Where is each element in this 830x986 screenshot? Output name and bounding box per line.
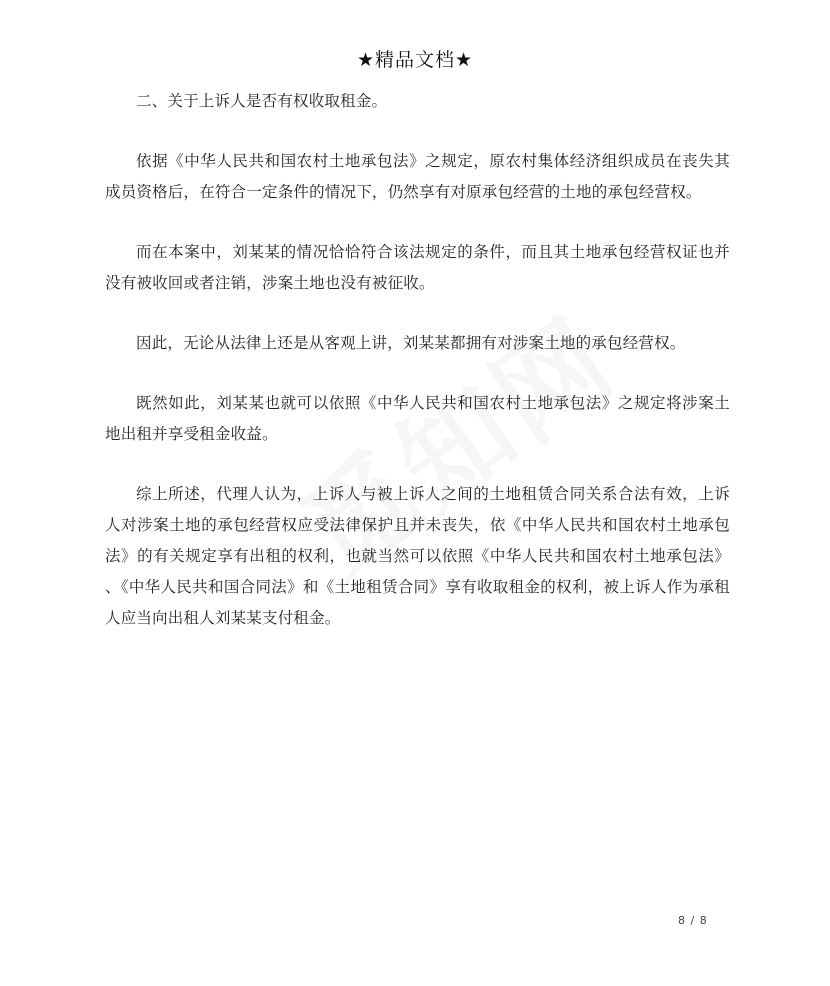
document-body <box>105 86 730 663</box>
document-header: ★精品文档★ <box>356 49 474 71</box>
page-number: 8 / 8 <box>678 914 708 927</box>
section-heading: 二、关于上诉人是否有权收取租金。 <box>136 92 388 110</box>
body-paragraph: 而在本案中，刘某某的情况恰恰符合该法规定的条件，而且其土地承包经营权证也并没有被收回或者注销，涉案土地也没有被征收。 <box>105 243 730 292</box>
body-paragraph: 因此，无论从法律上还是从客观上讲，刘某某都拥有对涉案土地的承包经营权。 <box>136 334 686 352</box>
conclusion-paragraph: 综上所述，代理人认为，上诉人与被上诉人之间的土地租赁合同关系合法有效，上诉人对涉案土地的承包经营权应受法律保护且并未丧失，依《中华人民共和国农村土地承包法》的有关规定享有出租的权利，也就当然可以依照《中华人民共和国农村土地承包法》 、《中华人民共和国合同法》和《土地租赁合同》享有收取租金的权利，被上诉人作为承租人应当向出租人刘某某支付租金。 <box>105 485 730 627</box>
body-paragraph: 依据《中华人民共和国农村土地承包法》之规定，原农村集体经济组织成员在丧失其成员资格后，在符合一定条件的情况下，仍然享有对原承包经营的土地的承包经营权。 <box>105 152 730 201</box>
body-paragraph: 既然如此，刘某某也就可以依照《中华人民共和国农村土地承包法》之规定将涉案土地出租并享受租金收益。 <box>105 394 730 443</box>
